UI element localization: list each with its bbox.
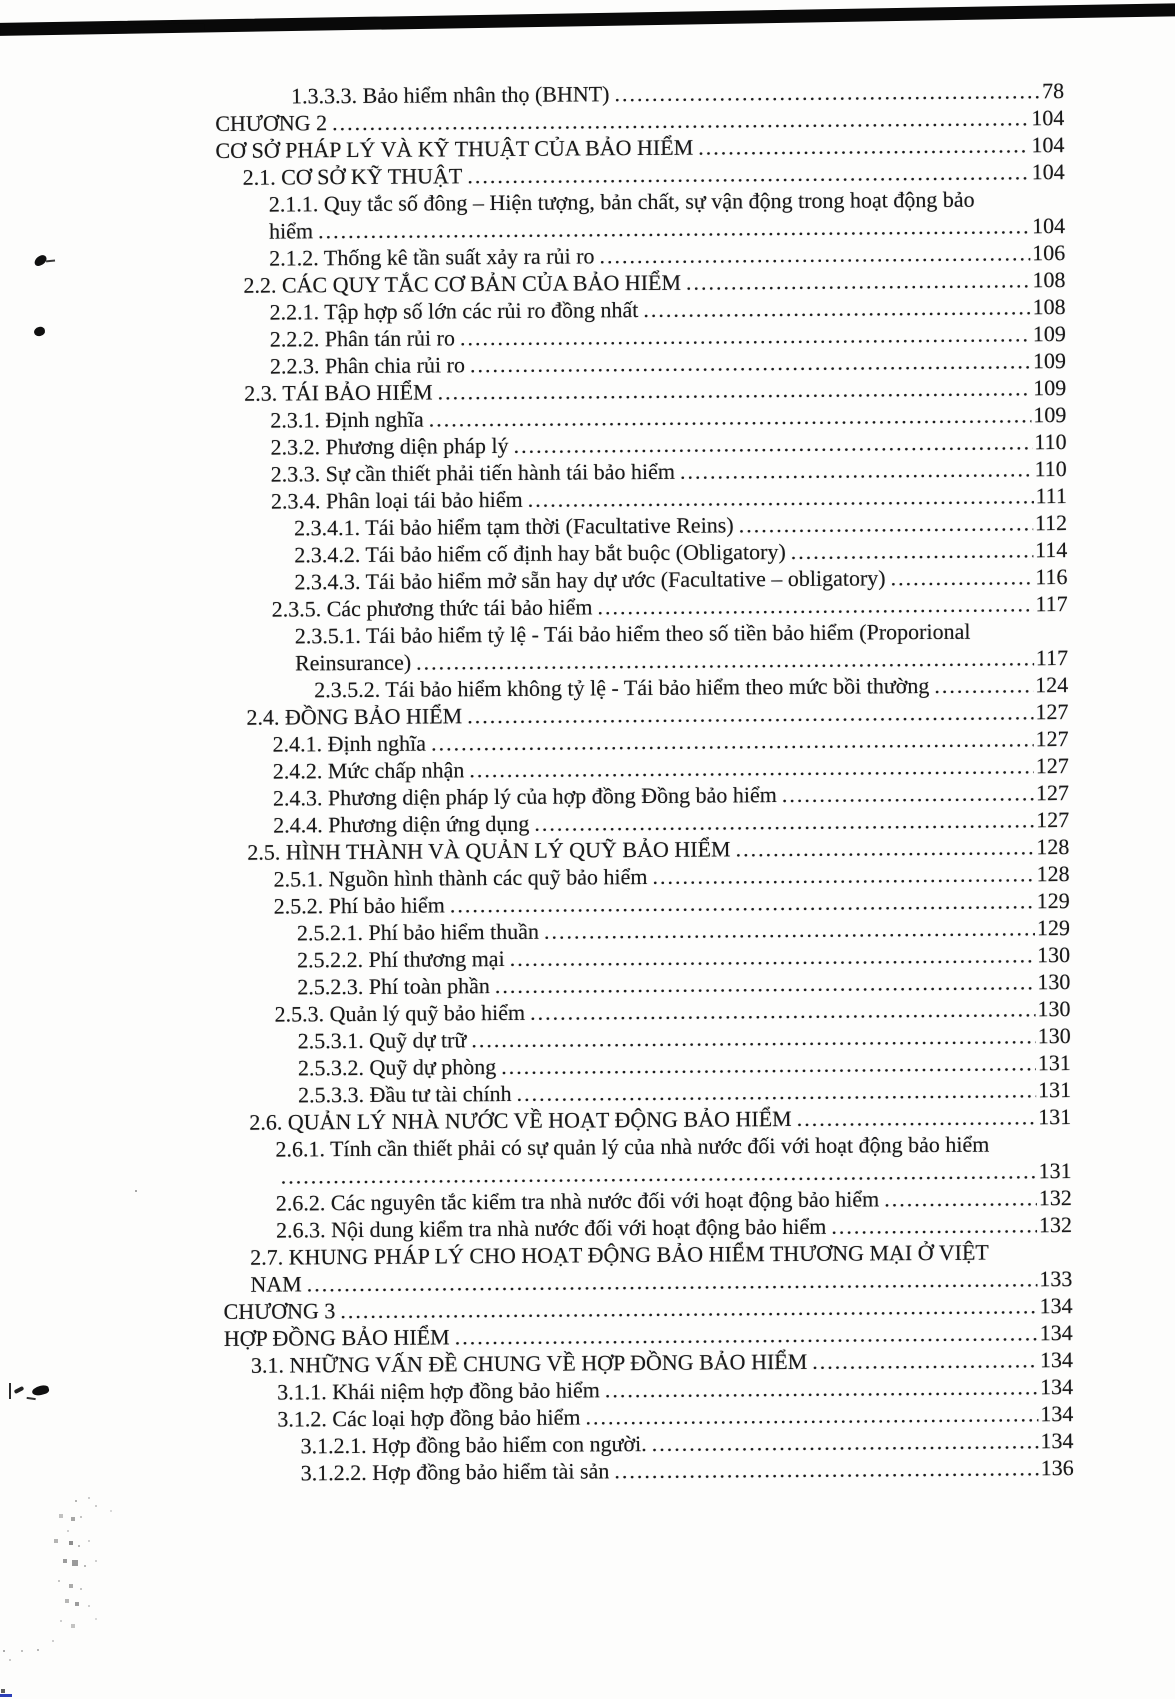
dot-leader <box>411 644 1034 675</box>
toc-entry-page: 134 <box>1040 1428 1074 1454</box>
dot-leader <box>681 266 1031 295</box>
toc-entry-page: 110 <box>1034 456 1067 482</box>
dot-leader <box>807 1346 1038 1375</box>
blue-corner-mark <box>0 1694 12 1697</box>
toc-entry-page: 130 <box>1037 942 1071 968</box>
dot-leader <box>609 1454 1039 1484</box>
toc-row <box>225 1454 1074 1487</box>
toc-entry-page: 133 <box>1039 1266 1073 1292</box>
pencil-speckles <box>0 0 2 2</box>
toc-entry-text: 2.5.3.3. Đầu tư tài chính <box>297 1080 512 1108</box>
toc-entry-page: 127 <box>1036 807 1070 833</box>
toc-entry-text: 1.3.3.3. Bảo hiểm nhân thọ (BHNT) <box>291 81 610 109</box>
toc-entry-text: 2.5.2.2. Phí thương mại <box>297 945 505 973</box>
toc-entry-page: 104 <box>1031 159 1065 185</box>
toc-entry-page: 129 <box>1036 888 1070 914</box>
toc-entry-page: 127 <box>1035 780 1070 806</box>
dot-leader <box>433 374 1032 405</box>
dot-leader <box>730 833 1034 862</box>
toc-entry-page: 136 <box>1040 1455 1074 1481</box>
toc-entry-text: 2.3.4. Phân loại tái bảo hiểm <box>270 486 523 514</box>
toc-entry-page: 131 <box>1038 1104 1072 1130</box>
toc-entry-text: 2.2. CÁC QUY TẮC CƠ BẢN CỦA BẢO HIỂM <box>243 269 682 298</box>
toc-entry-text: 2.6. QUẢN LÝ NHÀ NƯỚC VỀ HOẠT ĐỘNG BẢO HIỂM <box>249 1105 792 1135</box>
toc-entry-text: 2.6.1. Tính cần thiết phải có sự quản lý của nhà nước đối với hoạt động bảo hiểm <box>275 1131 990 1162</box>
toc-entry-page: 110 <box>1034 429 1067 455</box>
toc-entry-text: 2.3.4.2. Tái bảo hiểm cố định hay bắt buộc (Obligatory) <box>294 538 786 568</box>
dot-leader <box>512 1076 1037 1107</box>
dot-leader <box>786 536 1034 565</box>
toc-entry-text: 2.5.2. Phí bảo hiểm <box>273 892 445 919</box>
toc-entry-text: 2.3.3. Sự cần thiết phải tiến hành tái bảo hiểm <box>270 458 675 487</box>
dot-leader <box>592 590 1033 620</box>
toc-entry-page: 130 <box>1037 996 1071 1022</box>
dot-leader <box>600 1373 1039 1403</box>
dot-leader <box>638 293 1030 323</box>
toc-entry-page: 104 <box>1031 105 1065 131</box>
toc-entry-text: 2.2.3. Phân chia rủi ro <box>269 352 465 379</box>
dot-leader <box>929 671 1033 699</box>
toc-entry-page: 132 <box>1038 1185 1072 1211</box>
dot-leader <box>647 860 1034 890</box>
toc-entry-text: 2.6.3. Nội dung kiểm tra nhà nước đối với hoạt động bảo hiểm <box>275 1213 827 1243</box>
ink-smudge <box>33 326 46 337</box>
dot-leader <box>450 1319 1038 1350</box>
toc-entry-page: 131 <box>1037 1050 1071 1076</box>
toc-entry-text: 3.1.2. Các loại hợp đồng bảo hiểm <box>277 1404 581 1432</box>
toc-entry-text: hiểm <box>268 218 314 244</box>
dot-leader <box>792 1103 1037 1132</box>
dot-leader <box>455 320 1031 351</box>
toc-entry-text: 3.1.2.1. Hợp đồng bảo hiểm con người. <box>300 1430 647 1459</box>
toc-entry-page: 104 <box>1031 213 1066 239</box>
toc-entry-text: 2.5.3.1. Quỹ dự trữ <box>297 1027 467 1054</box>
toc-entry-page: 130 <box>1037 1023 1071 1049</box>
toc-entry-text: 2.7. KHUNG PHÁP LÝ CHO HOẠT ĐỘNG BẢO HIỂM THƯƠNG MẠI Ở VIỆT <box>250 1239 989 1270</box>
dot-leader <box>462 698 1033 729</box>
toc-entry-text: 2.5.2.3. Phí toàn phần <box>297 973 490 1000</box>
toc-entry-page: 117 <box>1035 591 1068 617</box>
toc-entry-page: 127 <box>1035 699 1069 725</box>
toc-entry-page: 109 <box>1032 321 1066 347</box>
dot-leader <box>693 131 1029 160</box>
toc-entry-text: 2.3.4.3. Tái bảo hiểm mở sẵn hay dự ước (Facultative – obligatory) <box>294 565 886 595</box>
dot-leader <box>462 158 1030 189</box>
dot-leader <box>464 752 1034 783</box>
toc-entry-text: 2.4. ĐỒNG BẢO HIỂM <box>246 703 463 730</box>
toc-entry-text: 2.1.1. Quy tắc số đông – Hiện tượng, bản chất, sự vận động trong hoạt động bảo <box>268 186 975 217</box>
dot-leader <box>539 914 1035 944</box>
toc-entry-text: 2.4.2. Mức chấp nhận <box>272 757 465 784</box>
toc-entry-text: 2.5.3. Quản lý quỹ bảo hiểm <box>274 999 526 1027</box>
toc-entry-page: 108 <box>1032 294 1066 320</box>
dot-leader <box>496 1049 1036 1080</box>
toc-entry-text: CHƯƠNG 3 <box>223 1298 336 1324</box>
toc-entry-page: 104 <box>1031 132 1065 158</box>
toc-entry-text: HỢP ĐỒNG BẢO HIỂM <box>223 1324 450 1351</box>
toc-entry-page: 127 <box>1035 726 1069 752</box>
toc-entry-page: 134 <box>1039 1347 1074 1373</box>
toc-entry-page: 111 <box>1035 483 1067 509</box>
dot-leader <box>525 995 1036 1026</box>
toc-entry-text: 2.2.2. Phân tán rủi ro <box>269 325 456 352</box>
toc-entry-page: 108 <box>1032 267 1066 293</box>
toc-entry-text: Reinsurance) <box>294 649 412 676</box>
toc-entry-text: 2.1. CƠ SỞ KỸ THUẬT <box>242 163 463 190</box>
dot-leader <box>505 941 1036 972</box>
toc-entry-text: 2.4.1. Định nghĩa <box>272 730 427 757</box>
toc-entry-text: 2.4.4. Phương diện ứng dụng <box>273 810 530 838</box>
toc-entry-page: 132 <box>1038 1212 1073 1238</box>
toc-entry-page: 134 <box>1039 1320 1073 1346</box>
toc-entry-page: 112 <box>1034 510 1068 536</box>
toc-entry-text: 3.1.2.2. Hợp đồng bảo hiểm tài sản <box>300 1458 610 1486</box>
toc-content <box>215 77 1074 1487</box>
toc-entry-text: 2.5.3.2. Quỹ dự phòng <box>297 1054 497 1081</box>
toc-entry-page: 129 <box>1036 915 1071 941</box>
dot-leader <box>426 725 1034 756</box>
ink-smudge <box>31 1384 50 1397</box>
toc-entry-page: 117 <box>1035 645 1069 671</box>
toc-entry-text: 3.1. NHỮNG VẤN ĐỀ CHUNG VỀ HỢP ĐỒNG BẢO HIỂM <box>250 1348 808 1378</box>
ink-smudge <box>33 254 49 268</box>
toc-entry-text: 2.5.1. Nguồn hình thành các quỹ bảo hiểm <box>273 863 648 892</box>
ink-tick-mark <box>9 1383 11 1399</box>
toc-entry-page: 114 <box>1035 537 1068 563</box>
table-of-contents <box>215 77 1074 1487</box>
toc-entry-text: 2.1.2. Thống kê tần suất xảy ra rủi ro <box>269 243 595 271</box>
toc-entry-text: 2.5.2.1. Phí bảo hiểm thuần <box>296 918 540 946</box>
toc-entry-page: 131 <box>1037 1077 1072 1103</box>
toc-entry-page: 131 <box>1038 1158 1072 1184</box>
toc-entry-text: NAM <box>250 1271 302 1297</box>
dot-leader <box>734 509 1033 538</box>
dot-leader <box>826 1211 1037 1239</box>
dot-leader <box>675 455 1033 484</box>
toc-entry-text: 2.3.1. Định nghĩa <box>270 406 424 433</box>
toc-entry-text: 2.3. TÁI BẢO HIỂM <box>244 379 433 406</box>
dot-leader <box>445 887 1035 918</box>
dot-leader <box>424 401 1032 432</box>
toc-entry-text: 2.3.5.1. Tái bảo hiểm tỷ lệ - Tái bảo hiểm theo số tiền bảo hiểm (Proporional <box>294 618 971 649</box>
toc-entry-text: 2.3.5.2. Tái bảo hiểm không tỷ lệ - Tái bảo hiểm theo mức bồi thường <box>314 672 930 703</box>
toc-entry-page: 124 <box>1035 672 1069 698</box>
toc-entry-page: 109 <box>1033 402 1067 428</box>
toc-entry-text: 2.4.3. Phương diện pháp lý của hợp đồng Đồng bảo hiểm <box>272 782 777 811</box>
dot-leader <box>490 968 1036 999</box>
toc-entry-text: 2.2.1. Tập hợp số lớn các rủi ro đồng nhất <box>269 297 639 325</box>
toc-entry-page: 130 <box>1037 969 1071 995</box>
toc-entry-text: 2.3.2. Phương diện pháp lý <box>270 432 509 460</box>
toc-entry-page: 128 <box>1036 861 1070 887</box>
dot-leader <box>509 428 1033 459</box>
toc-entry-page: 109 <box>1033 375 1067 401</box>
dot-leader <box>529 806 1034 837</box>
toc-entry-page: 134 <box>1039 1293 1073 1319</box>
toc-entry-text: 2.5. HÌNH THÀNH VÀ QUẢN LÝ QUỸ BẢO HIỂM <box>247 836 731 865</box>
toc-entry-text: 3.1.1. Khái niệm hợp đồng bảo hiểm <box>277 1377 600 1405</box>
dot-leader <box>647 1427 1039 1457</box>
toc-entry-page: 109 <box>1032 348 1067 374</box>
toc-entry-text: 2.3.4.1. Tái bảo hiểm tạm thời (Facultative Reins) <box>294 512 734 541</box>
toc-entry-page: 128 <box>1036 834 1070 860</box>
dot-leader <box>466 1022 1035 1053</box>
dot-leader <box>885 563 1033 591</box>
dot-leader <box>879 1184 1037 1212</box>
dot-leader <box>465 347 1031 378</box>
toc-entry-page: 106 <box>1032 240 1066 266</box>
toc-entry-text: 2.6.2. Các nguyên tắc kiểm tra nhà nước đối với hoạt động bảo hiểm <box>275 1186 880 1216</box>
dot-leader <box>777 779 1034 808</box>
dot-leader <box>609 77 1040 107</box>
dot-leader <box>580 1400 1038 1430</box>
toc-entry-page: 134 <box>1040 1374 1074 1400</box>
toc-entry-page: 127 <box>1035 753 1069 779</box>
toc-entry-page: 78 <box>1041 78 1065 104</box>
toc-entry-text: 2.3.5. Các phương thức tái bảo hiểm <box>271 594 593 622</box>
toc-entry-text: CHƯƠNG 2 <box>215 110 328 136</box>
dot-leader <box>594 239 1030 269</box>
toc-entry-text: CƠ SỞ PHÁP LÝ VÀ KỸ THUẬT CỦA BẢO HIỂM <box>215 134 694 163</box>
dot-leader <box>523 482 1034 513</box>
toc-entry-page: 116 <box>1035 564 1068 590</box>
ink-smudge <box>14 1386 25 1394</box>
toc-entry-page: 134 <box>1040 1401 1074 1427</box>
